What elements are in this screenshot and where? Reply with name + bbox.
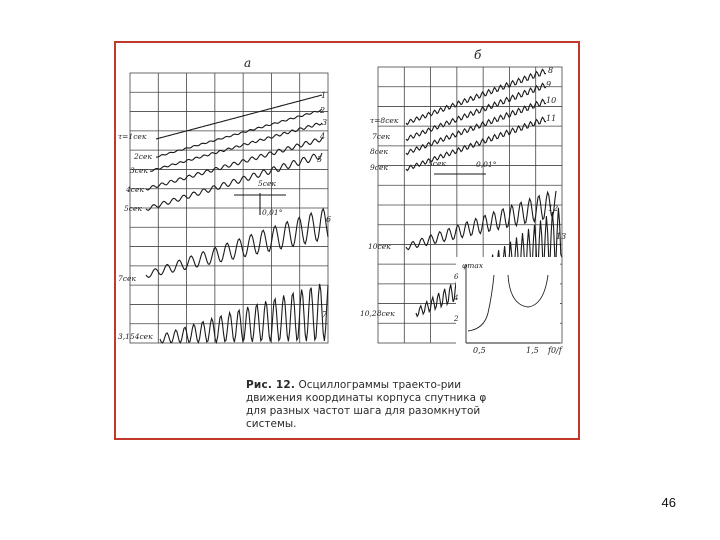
row-label-2sec: 2сек [134,152,152,161]
row-label-1sec: τ=1сек [118,132,147,141]
left-panel-grid [130,73,328,343]
right-row-label-1028sec: 10,28сек [360,309,395,318]
inset-xtick-05: 0,5 [473,346,486,355]
row-label-3154sec: 3,154сек [118,332,153,341]
curve-number-13: 13 [556,232,567,241]
caption-heading: Рис. 12. [246,379,296,391]
right-row-label-9sec: 9сек [370,163,388,172]
trace-7 [160,284,328,343]
inset-xtick-15: 1,5 [526,346,539,355]
right-row-label-10sec: 10сек [368,242,391,251]
right-scale-angle: 0,01° [476,160,497,169]
curve-number-2: 2 [320,106,326,115]
figure-frame [114,41,580,440]
curve-number-7: 7 [322,310,328,319]
trace-6 [146,209,328,277]
inset-background [456,257,560,347]
figure-caption [246,379,496,431]
trace-5 [146,153,322,210]
curve-number-12: 12 [548,204,559,213]
trace-8 [406,69,546,124]
right-row-label-8sec: τ=8сек [370,116,399,125]
right-scale-time: 5сек [428,159,446,168]
inset-plot [456,257,560,347]
right-row-label-8sec-b: 8сек [370,147,388,156]
page-number: 46 [661,495,676,510]
inset-ytick-4: 4 [454,294,459,302]
inset-xlabel: f0/f [548,346,562,355]
inset-ytick-6: 6 [454,273,459,281]
inset-ylabel: φmax [462,261,484,270]
right-row-label-7sec: 7сек [372,132,390,141]
curve-number-6: 6 [326,215,332,224]
row-label-5sec: 5сек [124,204,142,213]
curve-number-1: 1 [321,91,327,100]
row-label-7sec: 7сек [118,274,136,283]
left-scale-time: 5сек [258,179,276,188]
curve-number-9: 9 [546,80,552,89]
curve-number-11: 11 [546,114,557,123]
curve-number-10: 10 [546,96,557,105]
inset-ytick-2: 2 [454,315,459,323]
curve-number-4: 4 [320,132,326,141]
caption-text: Осциллограммы траекто-рии движения координаты корпуса спутника φ для разных частот шага для разомкнутой системы. [246,379,487,430]
curve-number-5: 5 [317,155,323,164]
trace-9 [406,83,546,140]
panel-label-a: a [244,56,252,70]
row-label-3sec: 3сек [130,166,148,175]
panel-label-b: б [474,48,482,62]
curve-number-8: 8 [548,66,554,75]
row-label-4sec: 4сек [126,185,144,194]
curve-number-3: 3 [322,118,328,127]
left-scale-angle: 0,01° [262,208,283,217]
